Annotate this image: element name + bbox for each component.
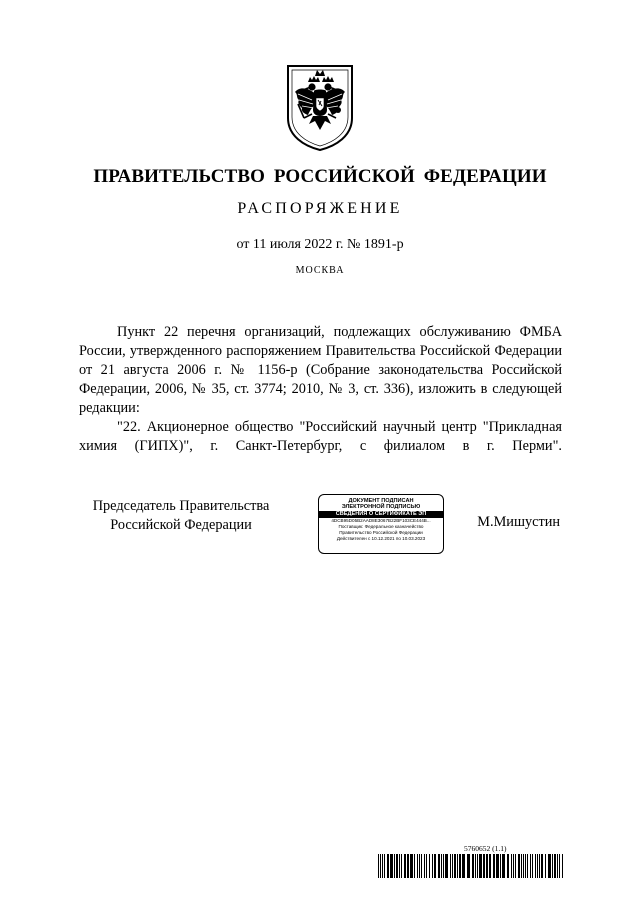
stamp-serial: 4DCB95D05B2AAD8E3067B22BF103CE444B... [331,518,431,524]
government-title: ПРАВИТЕЛЬСТВО РОССИЙСКОЙ ФЕДЕРАЦИИ [93,166,547,187]
stamp-issuer-line-1: Поставщик: Федеральное казначейство [338,524,424,530]
signer-name: М.Мишустин [477,514,560,530]
stamp-issuer-line-2: Правительство Российской Федерации [339,530,423,536]
document-city: МОСКВА [295,265,345,276]
body-paragraph-1: Пункт 22 перечня организаций, подлежащих обслуживанию ФМБА России, утвержденного распоряжением Правительства Российской Федерации от 21 августа 2006 г. № 1156-р (Собрание законодательства Российской Федерации, 2006, № 35, ст. 3774; 2010, № 3, ст. 336), изложить в следующей редакции: [79,324,562,416]
barcode-number: 5760652 (1.1) [464,844,507,853]
electronic-signature-stamp [318,494,444,554]
signer-position-line-2: Российской Федерации [110,517,252,533]
signer-position [79,497,283,535]
body-paragraph-2: "22. Акционерное общество "Российский научный центр "Прикладная химия (ГИПХ)", г. Санкт-Петербург, с филиалом в г. Перми". [79,419,562,454]
document-type: РАСПОРЯЖЕНИЕ [237,200,403,217]
stamp-line-2: ЭЛЕКТРОННОЙ ПОДПИСЬЮ [341,504,421,511]
stamp-line-1: ДОКУМЕНТ ПОДПИСАН [348,498,414,504]
document-date-number: от 11 июля 2022 г. № 1891-р [236,237,404,252]
stamp-validity: Действителен с 10.12.2021 по 10.03.2023 [336,536,426,542]
signer-position-line-1: Председатель Правительства [92,498,270,514]
document-body [79,323,562,456]
barcode-icon [378,854,564,878]
stamp-certificate-header: СВЕДЕНИЯ О СЕРТИФИКАТЕ ЭП [319,511,443,518]
state-emblem-icon [282,60,358,152]
